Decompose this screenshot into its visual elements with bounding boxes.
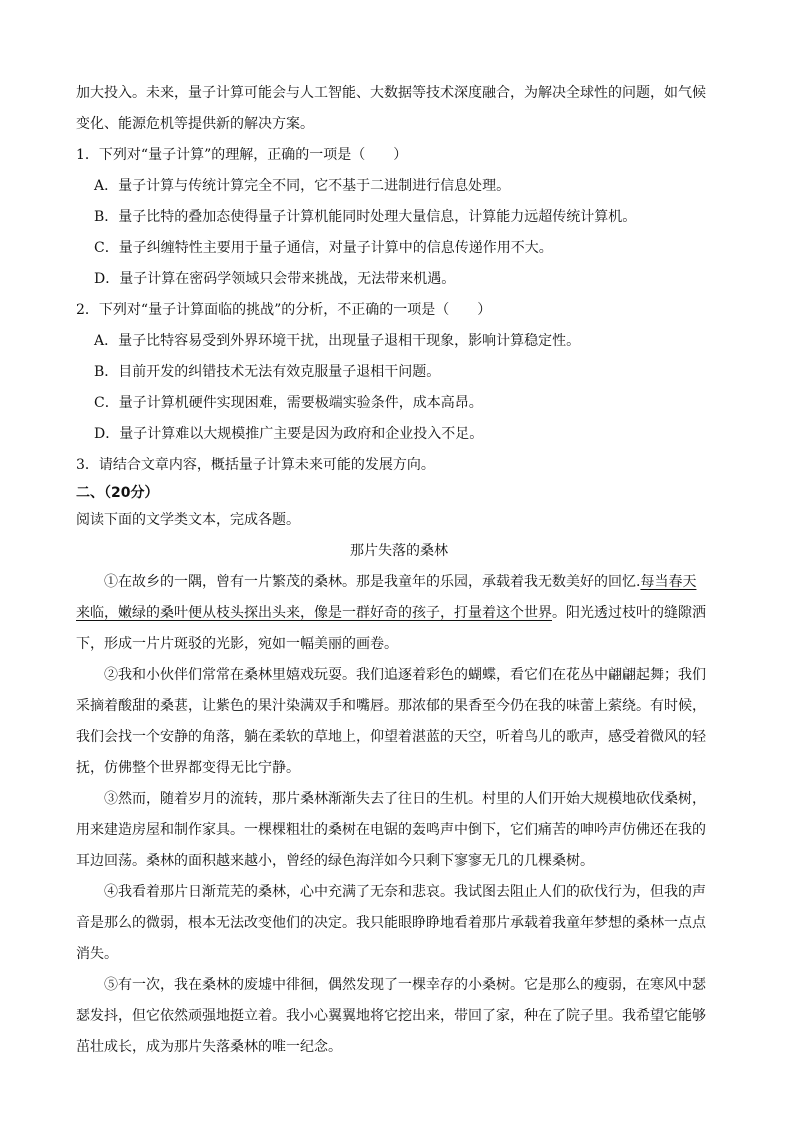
question-2-option-d: D．量子计算难以大规模推广主要是因为政府和企业投入不足。 xyxy=(94,426,484,442)
paragraph-1-line-1 xyxy=(76,567,722,598)
document-page xyxy=(76,78,722,1063)
paragraph-1-text-b: 。阳光透过枝叶的缝隙洒 xyxy=(552,605,706,621)
intro-line-1: 加大投入。未来，量子计算可能会与人工智能、大数据等技术深度融合，为解决全球性的问题，如气候 xyxy=(76,85,706,101)
paragraph-1-text-a: ①在故乡的一隅，曾有一片繁茂的桑林。那是我童年的乐园，承载着我无数美好的回忆. xyxy=(104,574,641,590)
paragraph-5-line-1: ⑤有一次，我在桑林的废墟中徘徊，偶然发现了一棵幸存的小桑树。它是那么的瘦弱，在寒风中瑟 xyxy=(104,977,706,993)
question-1-option-b: B．量子比特的叠加态使得量子计算机能同时处理大量信息，计算能力远超传统计算机。 xyxy=(94,209,637,225)
paragraph-1-line-2 xyxy=(76,598,722,629)
intro-line-2: 变化、能源危机等提供新的解决方案。 xyxy=(76,116,314,132)
question-1-option-a: A．量子计算与传统计算完全不同，它不基于二进制进行信息处理。 xyxy=(94,178,511,194)
paragraph-2-line-3: 我们会找一个安静的角落，躺在柔软的草地上，仰望着湛蓝的天空，听着鸟儿的歌声，感受着微风的轻 xyxy=(76,729,706,745)
paragraph-4-line-1: ④我看着那片日渐荒芜的桑林，心中充满了无奈和悲哀。我试图去阻止人们的砍伐行为，但我的声 xyxy=(104,884,706,900)
paragraph-2-line-1: ②我和小伙伴们常常在桑林里嬉戏玩耍。我们追逐着彩色的蝴蝶，看它们在花丛中翩翩起舞；我们 xyxy=(104,667,706,683)
question-3-stem: 3．请结合文章内容，概括量子计算未来可能的发展方向。 xyxy=(76,457,435,473)
question-1-stem: 1．下列对“量子计算”的理解，正确的一项是（ ） xyxy=(76,147,408,163)
question-2-option-a: A．量子比特容易受到外界环境干扰，出现量子退相干现象，影响计算稳定性。 xyxy=(94,333,581,349)
question-1-option-d: D．量子计算在密码学领域只会带来挑战，无法带来机遇。 xyxy=(94,271,456,287)
question-2-option-c: C．量子计算机硬件实现困难，需要极端实验条件，成本高昂。 xyxy=(94,395,483,411)
paragraph-3-line-3: 耳边回荡。桑林的面积越来越小，曾经的绿色海洋如今只剩下寥寥无几的几棵桑树。 xyxy=(76,853,594,869)
section-heading: 二、（20分） xyxy=(76,485,159,501)
article-title: 那片失落的桑林 xyxy=(350,543,448,559)
paragraph-3-line-2: 用来建造房屋和制作家具。一棵棵粗壮的桑树在电锯的轰鸣声中倒下，它们痛苦的呻吟声仿佛还在我的 xyxy=(76,822,706,838)
paragraph-5-line-2: 瑟发抖，但它依然顽强地挺立着。我小心翼翼地将它挖出来，带回了家，种在了院子里。我希望它能够 xyxy=(76,1008,706,1024)
paragraph-2-line-4: 抚，仿佛整个世界都变得无比宁静。 xyxy=(76,760,300,776)
paragraph-4-line-2: 音是那么的微弱，根本无法改变他们的决定。我只能眼睁睁地看着那片承载着我童年梦想的桑林一点点 xyxy=(76,915,706,931)
paragraph-4-line-3: 消失。 xyxy=(76,946,118,962)
paragraph-2-line-2: 采摘着酸甜的桑葚，让紫色的果汁染满双手和嘴唇。那浓郁的果香至今仍在我的味蕾上萦绕。有时候， xyxy=(76,698,706,714)
section-instruction: 阅读下面的文学类文本，完成各题。 xyxy=(76,512,300,528)
question-2-stem: 2．下列对“量子计算面临的挑战”的分析，不正确的一项是（ ） xyxy=(76,302,492,318)
paragraph-5-line-3: 茁壮成长，成为那片失落桑林的唯一纪念。 xyxy=(76,1039,342,1055)
question-2-option-b: B．目前开发的纠错技术无法有效克服量子退相干问题。 xyxy=(94,364,441,380)
paragraph-3-line-1: ③然而，随着岁月的流转，那片桑林渐渐失去了往日的生机。村里的人们开始大规模地砍伐桑树， xyxy=(104,791,706,807)
paragraph-1-line-3: 下，形成一片片斑驳的光影，宛如一幅美丽的画卷。 xyxy=(76,636,398,652)
question-1-option-c: C．量子纠缠特性主要用于量子通信，对量子计算中的信息传递作用不大。 xyxy=(94,240,553,256)
paragraph-1-underlined-a: 每当春天 xyxy=(640,574,697,590)
paragraph-1-underlined-b: 来临，嫩绿的桑叶便从枝头探出头来，像是一群好奇的孩子，打量着这个世界 xyxy=(76,605,552,621)
